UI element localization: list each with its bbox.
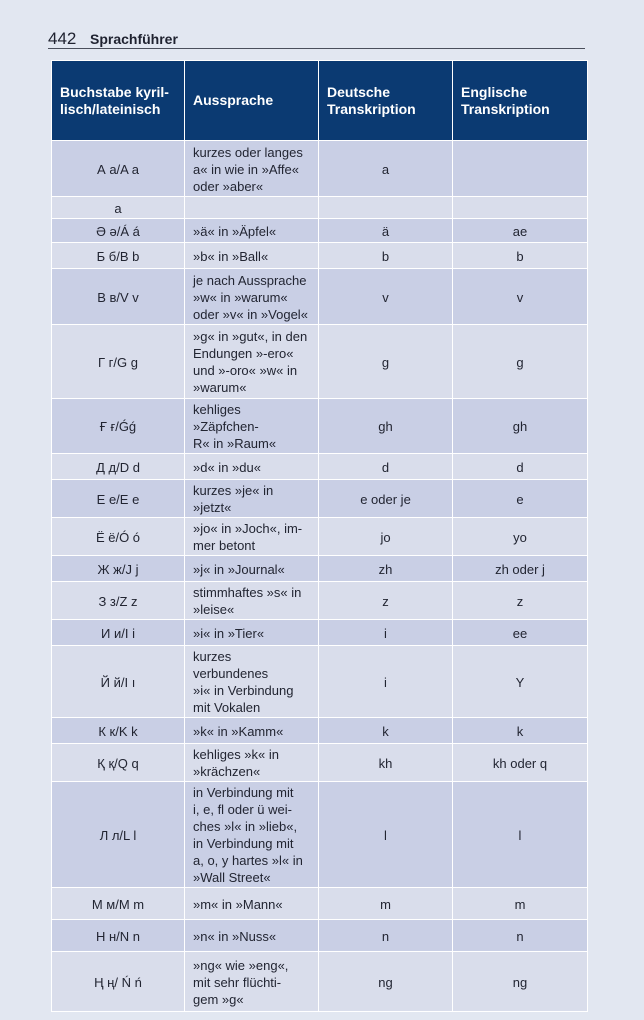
table-row	[52, 646, 588, 718]
cell-letter: a	[52, 197, 185, 219]
header-pronunciation: Aussprache	[185, 61, 319, 141]
cell-pronunciation: »j« in »Journal«	[185, 556, 319, 582]
cell-english: v	[453, 269, 588, 325]
cell-english	[453, 141, 588, 197]
table-row	[52, 480, 588, 518]
cell-german: m	[319, 888, 453, 920]
cell-pronunciation: »b« in »Ball«	[185, 243, 319, 269]
header-german-transcription: Deutsche Transkription	[319, 61, 453, 141]
cell-pronunciation	[185, 197, 319, 219]
header-english-transcription: Englische Transkription	[453, 61, 588, 141]
cell-english: ee	[453, 620, 588, 646]
cell-english: d	[453, 454, 588, 480]
table-row	[52, 888, 588, 920]
cell-letter: Н н/N n	[52, 920, 185, 952]
cell-german: v	[319, 269, 453, 325]
cell-letter: Ғ ғ/Ǵǵ	[52, 399, 185, 454]
pronunciation-table	[51, 60, 588, 1012]
cell-english: ae	[453, 219, 588, 243]
cell-pronunciation: »d« in »du«	[185, 454, 319, 480]
cell-english: yo	[453, 518, 588, 556]
cell-letter: Ё ё/Ó ó	[52, 518, 185, 556]
cell-letter: Е е/E e	[52, 480, 185, 518]
cell-english: l	[453, 782, 588, 888]
table-row	[52, 718, 588, 744]
cell-letter: Қ қ/Q q	[52, 744, 185, 782]
cell-german: g	[319, 325, 453, 399]
cell-pronunciation: kurzes »je« in »jetzt«	[185, 480, 319, 518]
cell-english: e	[453, 480, 588, 518]
table-row	[52, 556, 588, 582]
cell-letter: А а/A a	[52, 141, 185, 197]
cell-pronunciation: je nach Aussprache »w« in »warum« oder »v« in »Vogel«	[185, 269, 319, 325]
cell-german: i	[319, 646, 453, 718]
cell-letter: З з/Z z	[52, 582, 185, 620]
cell-english: Y	[453, 646, 588, 718]
cell-german: z	[319, 582, 453, 620]
table-row	[52, 782, 588, 888]
table-row	[52, 325, 588, 399]
cell-english: zh oder j	[453, 556, 588, 582]
cell-pronunciation: stimmhaftes »s« in »leise«	[185, 582, 319, 620]
cell-german: n	[319, 920, 453, 952]
cell-pronunciation: »g« in »gut«, in den Endungen »-ero« und »-oro« »w« in »warum«	[185, 325, 319, 399]
cell-pronunciation: »n« in »Nuss«	[185, 920, 319, 952]
cell-letter: Г г/G g	[52, 325, 185, 399]
cell-letter: К к/K k	[52, 718, 185, 744]
cell-pronunciation: »ä« in »Äpfel«	[185, 219, 319, 243]
cell-english: kh oder q	[453, 744, 588, 782]
cell-english: b	[453, 243, 588, 269]
cell-pronunciation: in Verbindung mit i, e, fl oder ü wei- ches »l« in »lieb«, in Verbindung mit a, o, y hartes »l« in »Wall Street«	[185, 782, 319, 888]
cell-letter: Д д/D d	[52, 454, 185, 480]
cell-letter: Л л/L l	[52, 782, 185, 888]
table-row	[52, 744, 588, 782]
cell-german: ng	[319, 952, 453, 1012]
cell-english: z	[453, 582, 588, 620]
table-row	[52, 399, 588, 454]
cell-german: a	[319, 141, 453, 197]
cell-letter: Ң ң/ Ń ń	[52, 952, 185, 1012]
table-row	[52, 620, 588, 646]
cell-pronunciation: kurzes oder langes a« in wie in »Affe« oder »aber«	[185, 141, 319, 197]
table-row	[52, 454, 588, 480]
cell-german: zh	[319, 556, 453, 582]
cell-pronunciation: »m« in »Mann«	[185, 888, 319, 920]
cell-english: ng	[453, 952, 588, 1012]
table-row	[52, 269, 588, 325]
table-row	[52, 197, 588, 219]
cell-german: jo	[319, 518, 453, 556]
table-row	[52, 219, 588, 243]
cell-german: i	[319, 620, 453, 646]
table-row	[52, 920, 588, 952]
cell-english: g	[453, 325, 588, 399]
cell-pronunciation: »i« in »Tier«	[185, 620, 319, 646]
cell-english: k	[453, 718, 588, 744]
header-letter: Buchstabe kyril- lisch/lateinisch	[52, 61, 185, 141]
cell-pronunciation: »jo« in »Joch«, im- mer betont	[185, 518, 319, 556]
cell-german: gh	[319, 399, 453, 454]
cell-letter: Й й/I ı	[52, 646, 185, 718]
table-row	[52, 243, 588, 269]
cell-german: e oder je	[319, 480, 453, 518]
cell-german: ä	[319, 219, 453, 243]
cell-letter: М м/M m	[52, 888, 185, 920]
cell-letter: Б б/B b	[52, 243, 185, 269]
table-row	[52, 141, 588, 197]
page-section-title: Sprachführer	[90, 31, 178, 47]
page-header	[48, 28, 585, 49]
cell-german: b	[319, 243, 453, 269]
cell-letter: Ә ә/Á á	[52, 219, 185, 243]
cell-english: n	[453, 920, 588, 952]
cell-english: gh	[453, 399, 588, 454]
cell-german: l	[319, 782, 453, 888]
cell-pronunciation: kehliges »k« in »krächzen«	[185, 744, 319, 782]
cell-german: d	[319, 454, 453, 480]
cell-pronunciation: kurzes verbundenes »i« in Verbindung mit Vokalen	[185, 646, 319, 718]
cell-pronunciation: »k« in »Kamm«	[185, 718, 319, 744]
cell-german: kh	[319, 744, 453, 782]
cell-pronunciation: kehliges »Zäpfchen- R« in »Raum«	[185, 399, 319, 454]
table-row	[52, 582, 588, 620]
table-row	[52, 518, 588, 556]
cell-german: k	[319, 718, 453, 744]
page-number: 442	[48, 29, 77, 48]
cell-english	[453, 197, 588, 219]
cell-german	[319, 197, 453, 219]
cell-letter: Ж ж/J j	[52, 556, 185, 582]
cell-english: m	[453, 888, 588, 920]
cell-pronunciation: »ng« wie »eng«, mit sehr flüchti- gem »g«	[185, 952, 319, 1012]
table-header-row	[52, 61, 588, 141]
cell-letter: И и/I i	[52, 620, 185, 646]
cell-letter: В в/V v	[52, 269, 185, 325]
table-row	[52, 952, 588, 1012]
